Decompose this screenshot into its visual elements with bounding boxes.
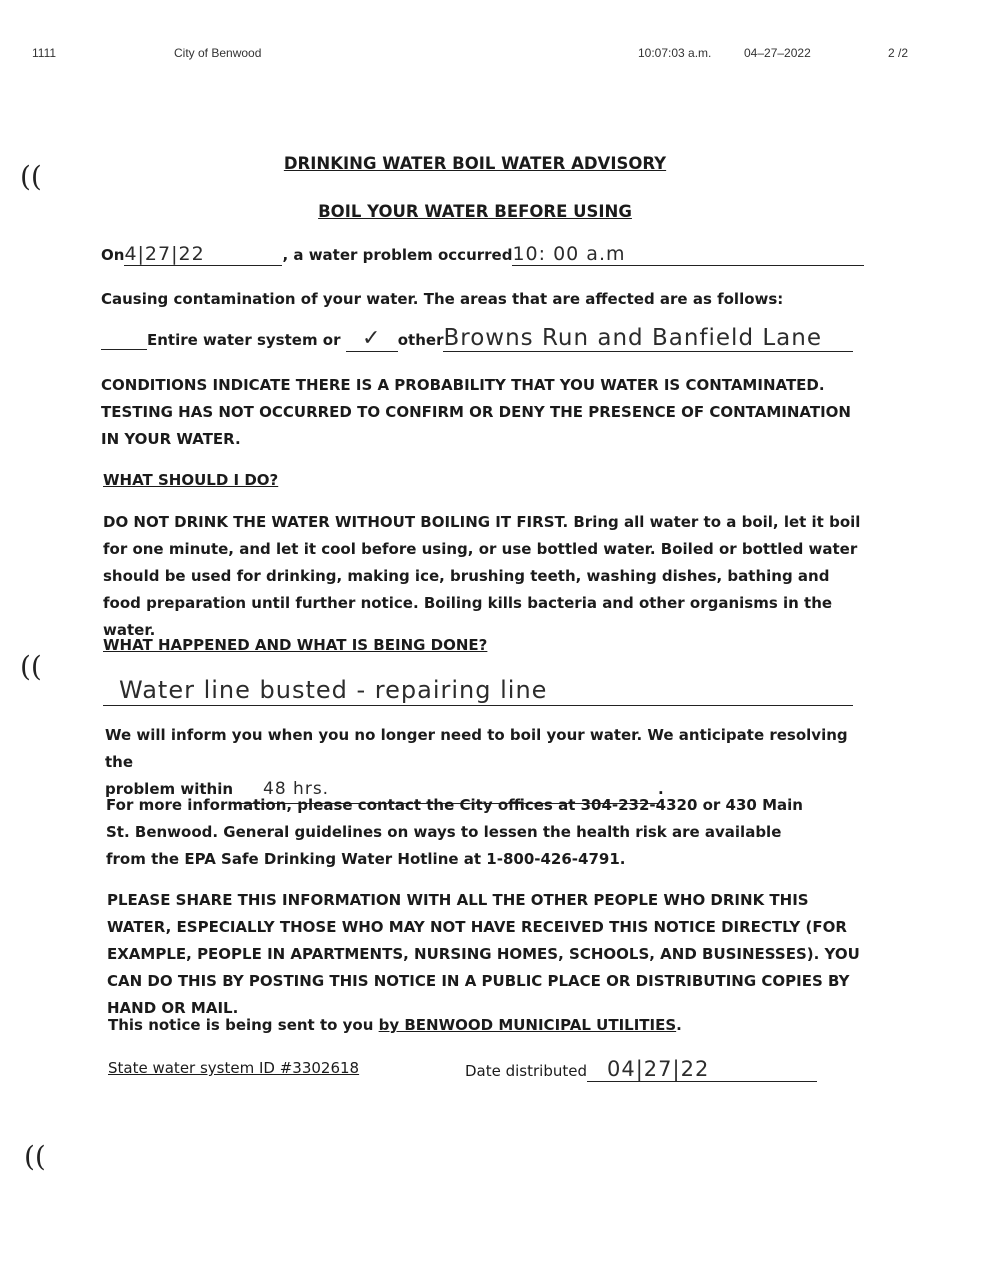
areas-line — [101, 325, 881, 352]
occurrence-line — [101, 243, 861, 266]
entire-system-blank — [101, 331, 147, 350]
entire-system-label: Entire water system or — [147, 331, 341, 349]
resolve-duration-field: 48 hrs. — [233, 776, 658, 804]
fax-time: 10:07:03 a.m. — [638, 46, 712, 60]
inform-suffix: . — [658, 780, 664, 798]
conditions-text: CONDITIONS INDICATE THERE IS A PROBABILITY THAT YOU WATER IS CONTAMINATED. TESTING HAS NOT OCCURRED TO CONFIRM OR DENY THE PRESENCE OF CONTAMINATION IN YOUR WATER. — [101, 376, 851, 448]
what-happened-heading: WHAT HAPPENED AND WHAT IS BEING DONE? — [103, 636, 488, 654]
date-distributed-label: Date distributed — [465, 1062, 587, 1080]
page-subtitle: BOIL YOUR WATER BEFORE USING — [318, 202, 632, 221]
sender-line — [108, 1016, 682, 1034]
fax-page: 2 /2 — [888, 46, 909, 60]
margin-mark-bottom: (( — [24, 1140, 46, 1173]
sender-name: by BENWOOD MUNICIPAL UTILITIES — [378, 1016, 677, 1034]
other-areas-field: Browns Run and Banfield Lane — [443, 325, 853, 352]
other-check-mark: ✓ — [346, 326, 398, 352]
on-label: On — [101, 246, 125, 264]
date-distributed-line — [465, 1057, 817, 1082]
system-id: State water system ID #3302618 — [108, 1059, 360, 1077]
fax-sender: City of Benwood — [174, 46, 262, 60]
inform-line-1: We will inform you when you no longer need to boil your water. We anticipate resolving the — [105, 726, 848, 771]
occurrence-mid-text: , a water problem occurred — [282, 246, 513, 264]
what-should-heading: WHAT SHOULD I DO? — [103, 471, 279, 489]
fax-date: 04–27–2022 — [744, 46, 811, 60]
contamination-line: Causing contamination of your water. The areas that are affected are as follows: — [101, 290, 784, 308]
sender-suffix: . — [676, 1016, 682, 1034]
other-label: other — [397, 331, 444, 349]
inform-prefix: problem within — [105, 780, 234, 798]
fax-id: 1111 — [32, 46, 57, 60]
share-text: PLEASE SHARE THIS INFORMATION WITH ALL THE OTHER PEOPLE WHO DRINK THIS WATER, ESPECIALLY THOSE WHO MAY NOT HAVE RECEIVED THIS NOTICE DIRECTLY (FOR EXAMPLE, PEOPLE IN APARTMENTS, NURSING HOMES, SCHOOLS, AND BUSINESSES). YOU CAN DO THIS BY POSTING THIS NOTICE IN A PUBLIC PLACE OR DISTRIBUTING COPIES BY HAND OR MAIL. — [107, 891, 860, 1017]
sender-prefix: This notice is being sent to you — [108, 1016, 379, 1034]
occurrence-date-field: 4|27|22 — [124, 243, 282, 266]
date-distributed-field: 04|27|22 — [587, 1057, 817, 1082]
margin-mark-top: (( — [20, 160, 42, 193]
what-should-text: DO NOT DRINK THE WATER WITHOUT BOILING IT FIRST. Bring all water to a boil, let it boil for one minute, and let it cool before using, or use bottled water. Boiled or bottled water should be used for drinking, making ice, brushing teeth, washing dishes, bathing and food preparation until further notice. Boiling kills bacteria and other organisms in the water. — [103, 513, 861, 639]
occurrence-time-field: 10: 00 a.m — [512, 243, 864, 266]
margin-mark-middle: (( — [20, 650, 42, 683]
what-happened-field: Water line busted - repairing line — [103, 676, 853, 706]
page-title: DRINKING WATER BOIL WATER ADVISORY — [283, 154, 667, 173]
more-info-text: For more information, please contact the City offices at 304-232-4320 or 430 Main St. Benwood. General guidelines on ways to lessen the health risk are available from the EPA Safe Drinking Water Hotline at 1-800-426-4791. — [106, 796, 803, 868]
